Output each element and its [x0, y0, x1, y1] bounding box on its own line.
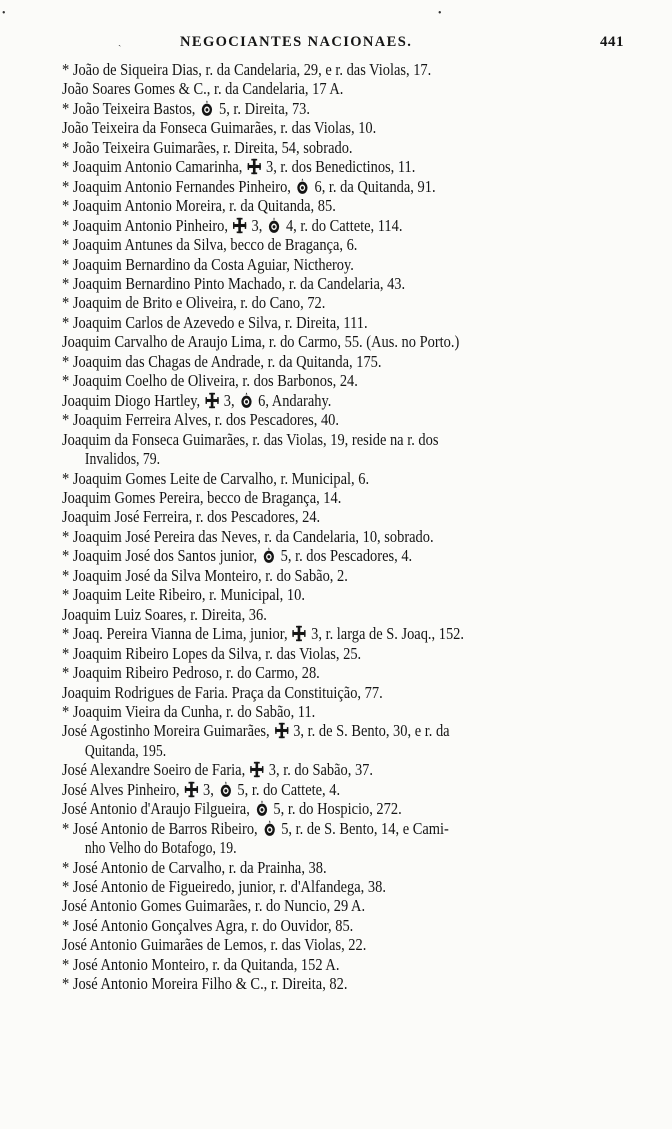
entry-text: José Alexandre Soeiro de Faria,	[62, 760, 246, 780]
entry-text: 3, r. do Sabão, 37.	[265, 760, 374, 780]
merchant-entry	[62, 683, 640, 702]
merchant-entry	[62, 216, 640, 235]
merchant-entry	[62, 858, 640, 877]
entry-continuation	[62, 838, 612, 857]
print-mark: ˎ	[118, 36, 122, 47]
merchant-entry	[62, 138, 640, 157]
cross-order-icon	[247, 158, 262, 175]
entry-text: * Joaq. Pereira Vianna de Lima, junior,	[62, 624, 288, 644]
merchant-entry	[62, 644, 640, 663]
entry-text: Joaquim Luiz Soares, r. Direita, 36.	[62, 604, 267, 624]
rose-order-icon	[262, 547, 277, 564]
rose-order-icon	[218, 781, 233, 798]
entry-text: * Joaquim Ribeiro Lopes da Silva, r. das Violas, 25.	[62, 643, 362, 663]
entry-text: Joaquim da Fonseca Guimarães, r. das Violas, 19, reside na r. dos	[62, 429, 439, 449]
rose-order-icon	[295, 178, 310, 195]
merchant-entry	[62, 605, 640, 624]
entry-text: 5, r. Direita, 73.	[215, 98, 310, 118]
merchant-entry	[62, 371, 640, 390]
merchant-entry	[62, 896, 640, 915]
entry-text: nho Velho do Botafogo, 19.	[84, 838, 237, 858]
merchant-list	[0, 60, 672, 994]
merchant-entry	[62, 235, 640, 254]
entry-text: 6, r. da Quitanda, 91.	[310, 176, 436, 196]
entry-text: * José Antonio Moreira Filho & C., r. Direita, 82.	[62, 974, 348, 994]
page-header	[0, 8, 672, 54]
entry-text: José Agostinho Moreira Guimarães,	[62, 721, 270, 741]
merchant-entry	[62, 935, 640, 954]
merchant-entry	[62, 196, 640, 215]
entry-text: 3, r. de S. Bento, 30, e r. da	[289, 721, 450, 741]
entry-text: 5, r. dos Pescadores, 4.	[277, 546, 413, 566]
entry-text: * Joaquim Bernardino da Costa Aguiar, Nictheroy.	[62, 254, 354, 274]
entry-text: Joaquim Diogo Hartley,	[62, 390, 201, 410]
merchant-entry	[62, 274, 640, 293]
entry-text: * Joaquim das Chagas de Andrade, r. da Quitanda, 175.	[62, 351, 382, 371]
merchant-entry	[62, 391, 640, 410]
merchant-entry	[62, 819, 640, 838]
cross-order-icon	[205, 392, 220, 409]
entry-text: Joaquim José Ferreira, r. dos Pescadores, 24.	[62, 507, 321, 527]
merchant-entry	[62, 118, 640, 137]
merchant-entry	[62, 430, 640, 449]
entry-text: * Joaquim Vieira da Cunha, r. do Sabão, 11.	[62, 701, 316, 721]
merchant-entry	[62, 585, 640, 604]
page-number: 441	[600, 34, 624, 50]
merchant-entry	[62, 488, 640, 507]
merchant-entry	[62, 352, 640, 371]
entry-text: 3, r. dos Benedictinos, 11.	[262, 157, 416, 177]
rose-order-icon	[262, 820, 277, 837]
merchant-entry	[62, 955, 640, 974]
entry-text: 6, Andarahy.	[254, 390, 332, 410]
merchant-entry	[62, 332, 640, 351]
entry-text: * Joaquim de Brito e Oliveira, r. do Cano, 72.	[62, 293, 326, 313]
running-title: NEGOCIANTES NACIONAES.	[180, 34, 413, 50]
entry-continuation	[62, 741, 612, 760]
entry-text: José Antonio d'Araujo Filgueira,	[62, 799, 250, 819]
entry-continuation	[62, 449, 612, 468]
entry-text: Quitanda, 195.	[84, 740, 167, 760]
entry-text: * José Antonio Gonçalves Agra, r. do Ouvidor, 85.	[62, 915, 354, 935]
entry-text: * Joaquim Carlos de Azevedo e Silva, r. Direita, 111.	[62, 312, 368, 332]
entry-text: Joaquim Gomes Pereira, becco de Bragança, 14.	[62, 487, 342, 507]
entry-text: * Joaquim Coelho de Oliveira, r. dos Barbonos, 24.	[62, 371, 358, 391]
entry-text: * José Antonio de Carvalho, r. da Prainha, 38.	[62, 857, 327, 877]
entry-text: * Joaquim Antonio Pinheiro,	[62, 215, 228, 235]
merchant-entry	[62, 313, 640, 332]
merchant-entry	[62, 177, 640, 196]
entry-text: 5, r. do Hospicio, 272.	[269, 799, 402, 819]
merchant-entry	[62, 79, 640, 98]
entry-text: 3,	[247, 215, 263, 235]
rose-order-icon	[254, 800, 269, 817]
entry-text: 3,	[199, 779, 214, 799]
merchant-entry	[62, 99, 640, 118]
merchant-entry	[62, 760, 640, 779]
entry-text: José Antonio Gomes Guimarães, r. do Nuncio, 29 A.	[62, 896, 366, 916]
merchant-entry	[62, 527, 640, 546]
entry-text: José Antonio Guimarães de Lemos, r. das Violas, 22.	[62, 935, 367, 955]
rose-order-icon	[267, 217, 282, 234]
entry-text: * Joaquim Antonio Moreira, r. da Quitanda, 85.	[62, 196, 336, 216]
entry-text: * Joaquim José dos Santos junior,	[62, 546, 258, 566]
entry-text: * Joaquim José da Silva Monteiro, r. do Sabão, 2.	[62, 565, 348, 585]
merchant-entry	[62, 469, 640, 488]
merchant-entry	[62, 702, 640, 721]
entry-text: * Joaquim Ferreira Alves, r. dos Pescadores, 40.	[62, 410, 339, 430]
cross-order-icon	[232, 217, 247, 234]
merchant-entry	[62, 799, 640, 818]
entry-text: 3,	[220, 390, 235, 410]
merchant-entry	[62, 157, 640, 176]
entry-text: * Joaquim Leite Ribeiro, r. Municipal, 10.	[62, 585, 305, 605]
entry-text: 5, r. do Cattete, 4.	[233, 779, 341, 799]
print-mark: •	[2, 8, 6, 19]
merchant-entry	[62, 60, 640, 79]
merchant-entry	[62, 255, 640, 274]
cross-order-icon	[184, 781, 199, 798]
entry-text: 5, r. de S. Bento, 14, e Cami-	[277, 818, 449, 838]
entry-text: 4, r. do Cattete, 114.	[282, 215, 403, 235]
entry-text: * Joaquim Bernardino Pinto Machado, r. da Candelaria, 43.	[62, 273, 406, 293]
merchant-entry	[62, 721, 640, 740]
entry-text: * José Antonio de Figueiredo, junior, r. d'Alfandega, 38.	[62, 877, 386, 897]
entry-text: * José Antonio de Barros Ribeiro,	[62, 818, 258, 838]
entry-text: * Joaquim José Pereira das Neves, r. da Candelaria, 10, sobrado.	[62, 526, 434, 546]
entry-text: João Soares Gomes & C., r. da Candelaria, 17 A.	[62, 79, 344, 99]
entry-text: 3, r. larga de S. Joaq., 152.	[307, 624, 465, 644]
entry-text: * Joaquim Gomes Leite de Carvalho, r. Municipal, 6.	[62, 468, 370, 488]
entry-text: Joaquim Carvalho de Araujo Lima, r. do Carmo, 55. (Aus. no Porto.)	[62, 332, 460, 352]
merchant-entry	[62, 780, 640, 799]
entry-text: Invalidos, 79.	[84, 449, 161, 469]
merchant-entry	[62, 663, 640, 682]
merchant-entry	[62, 624, 640, 643]
merchant-entry	[62, 507, 640, 526]
rose-order-icon	[200, 100, 215, 117]
entry-text: Joaquim Rodrigues de Faria. Praça da Constituição, 77.	[62, 682, 383, 702]
merchant-entry	[62, 546, 640, 565]
entry-text: * Joaquim Antonio Fernandes Pinheiro,	[62, 176, 291, 196]
merchant-entry	[62, 877, 640, 896]
entry-text: * João Teixeira Bastos,	[62, 98, 196, 118]
merchant-entry	[62, 566, 640, 585]
entry-text: * João de Siqueira Dias, r. da Candelaria, 29, e r. das Violas, 17.	[62, 60, 432, 79]
print-mark: •	[438, 8, 442, 19]
entry-text: João Teixeira da Fonseca Guimarães, r. das Violas, 10.	[62, 118, 377, 138]
entry-text: * Joaquim Antunes da Silva, becco de Bragança, 6.	[62, 235, 358, 255]
cross-order-icon	[250, 761, 265, 778]
entry-text: * Joaquim Ribeiro Pedroso, r. do Carmo, 28.	[62, 663, 320, 683]
merchant-entry	[62, 410, 640, 429]
rose-order-icon	[239, 392, 254, 409]
merchant-entry	[62, 974, 640, 993]
entry-text: * Joaquim Antonio Camarinha,	[62, 157, 243, 177]
cross-order-icon	[292, 625, 307, 642]
merchant-entry	[62, 916, 640, 935]
entry-text: José Alves Pinheiro,	[62, 779, 180, 799]
cross-order-icon	[274, 722, 289, 739]
entry-text: * José Antonio Monteiro, r. da Quitanda, 152 A.	[62, 954, 340, 974]
entry-text: * João Teixeira Guimarães, r. Direita, 54, sobrado.	[62, 137, 353, 157]
merchant-entry	[62, 293, 640, 312]
